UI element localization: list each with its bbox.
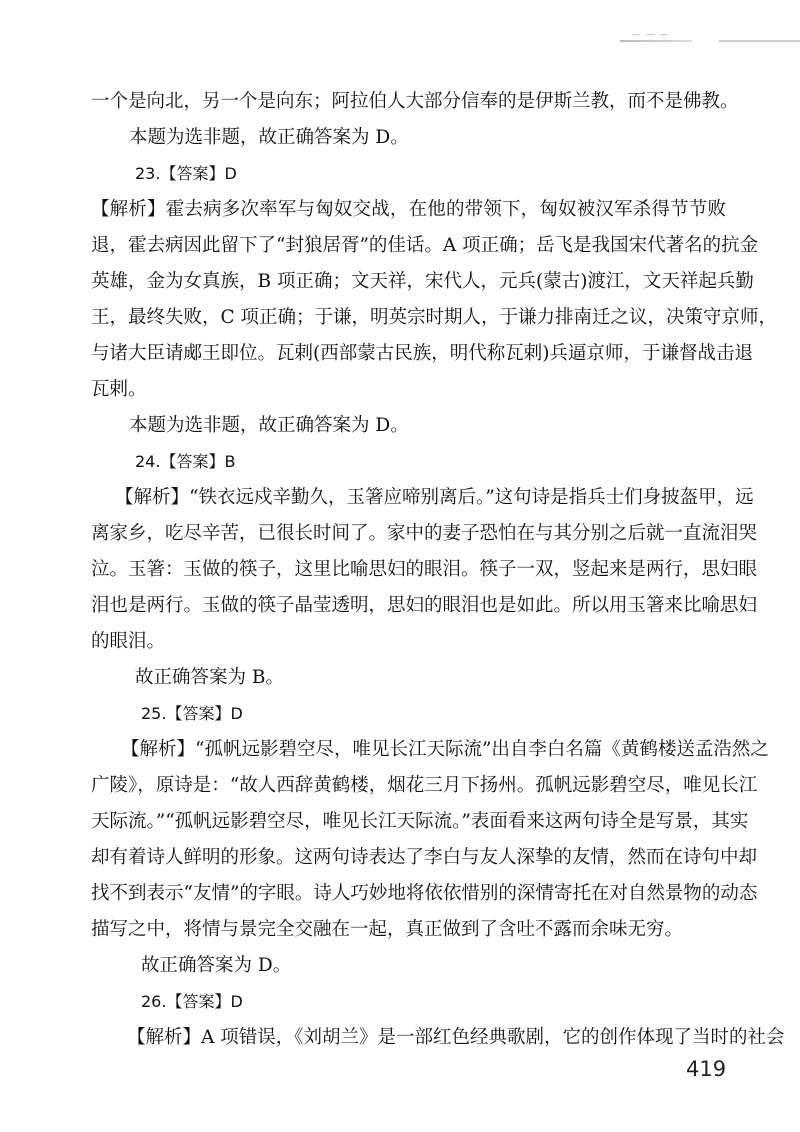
page-number: 419 — [686, 1057, 727, 1081]
text-line: 23.【答案】D — [135, 164, 237, 183]
text-line: 【解析】A 项错误，《刘胡兰》是一部红色经典歌剧，它的创作体现了当时的社会 — [127, 1027, 785, 1048]
text-line: 的眼泪。 — [91, 631, 166, 652]
text-line: 瓦剌。 — [91, 379, 147, 400]
text-line: 泪也是两行。玉做的筷子晶莹透明，思妇的眼泪也是如此。所以用玉箸来比喻思妇 — [91, 595, 758, 616]
text-line: 故正确答案为 D。 — [141, 955, 292, 976]
text-line: 故正确答案为 B。 — [135, 667, 284, 688]
text-line: 天际流。”“孤帆远影碧空尽，唯见长江天际流。”表面看来这两句诗全是写景，其实 — [91, 811, 749, 832]
text-line: 离家乡，吃尽辛苦，已很长时间了。家中的妻子恐怕在与其分别之后就一直流泪哭 — [91, 523, 758, 544]
text-line: 本题为选非题，故正确答案为 D。 — [129, 127, 409, 148]
text-line: 【解析】“孤帆远影碧空尽，唯见长江天际流”出自李白名篇《黄鹤楼送孟浩然之 — [121, 739, 769, 760]
header-rule — [620, 40, 800, 42]
text-line: 英雄，金为女真族，B 项正确；文天祥，宋代人，元兵(蒙古)渡江，文天祥起兵勤 — [91, 271, 754, 292]
text-line: 找不到表示“友情”的字眼。诗人巧妙地将依依惜别的深情寄托在对自然景物的动态 — [91, 883, 758, 904]
page-body — [91, 84, 785, 1056]
text-line: 广陵》，原诗是：“故人西辞黄鹤楼，烟花三月下扬州。孤帆远影碧空尽，唯见长江 — [91, 775, 758, 796]
text-line: 王，最终失败，C 项正确；于谦，明英宗时期人，于谦力排南迁之议，决策守京师， — [91, 307, 778, 328]
text-line: 描写之中，将情与景完全交融在一起，真正做到了含吐不露而余味无穷。 — [91, 919, 684, 940]
text-line: 【解析】霍去病多次率军与匈奴交战，在他的带领下，匈奴被汉军杀得节节败 — [91, 199, 726, 220]
text-line: 泣。玉箸：玉做的筷子，这里比喻思妇的眼泪。筷子一双，竖起来是两行，思妇眼 — [91, 559, 758, 580]
text-line: 26.【答案】D — [141, 992, 243, 1011]
header-decoration: — — — — [632, 30, 670, 40]
text-line: 一个是向北，另一个是向东；阿拉伯人大部分信奉的是伊斯兰教，而不是佛教。 — [91, 91, 739, 112]
text-line: 【解析】“铁衣远戍辛勤久，玉箸应啼别离后。”这句诗是指兵士们身披盔甲，远 — [115, 487, 754, 508]
text-line: 24.【答案】B — [135, 452, 236, 471]
text-line: 退，霍去病因此留下了“封狼居胥”的佳话。A 项正确；岳飞是我国宋代著名的抗金 — [91, 235, 759, 256]
text-line: 本题为选非题，故正确答案为 D。 — [129, 415, 409, 436]
text-line: 25.【答案】D — [141, 704, 243, 723]
text-line: 却有着诗人鲜明的形象。这两句诗表达了李白与友人深挚的友情，然而在诗句中却 — [91, 847, 758, 868]
text-line: 与诸大臣请郕王即位。瓦剌(西部蒙古民族，明代称瓦剌)兵逼京师，于谦督战击退 — [91, 343, 753, 364]
